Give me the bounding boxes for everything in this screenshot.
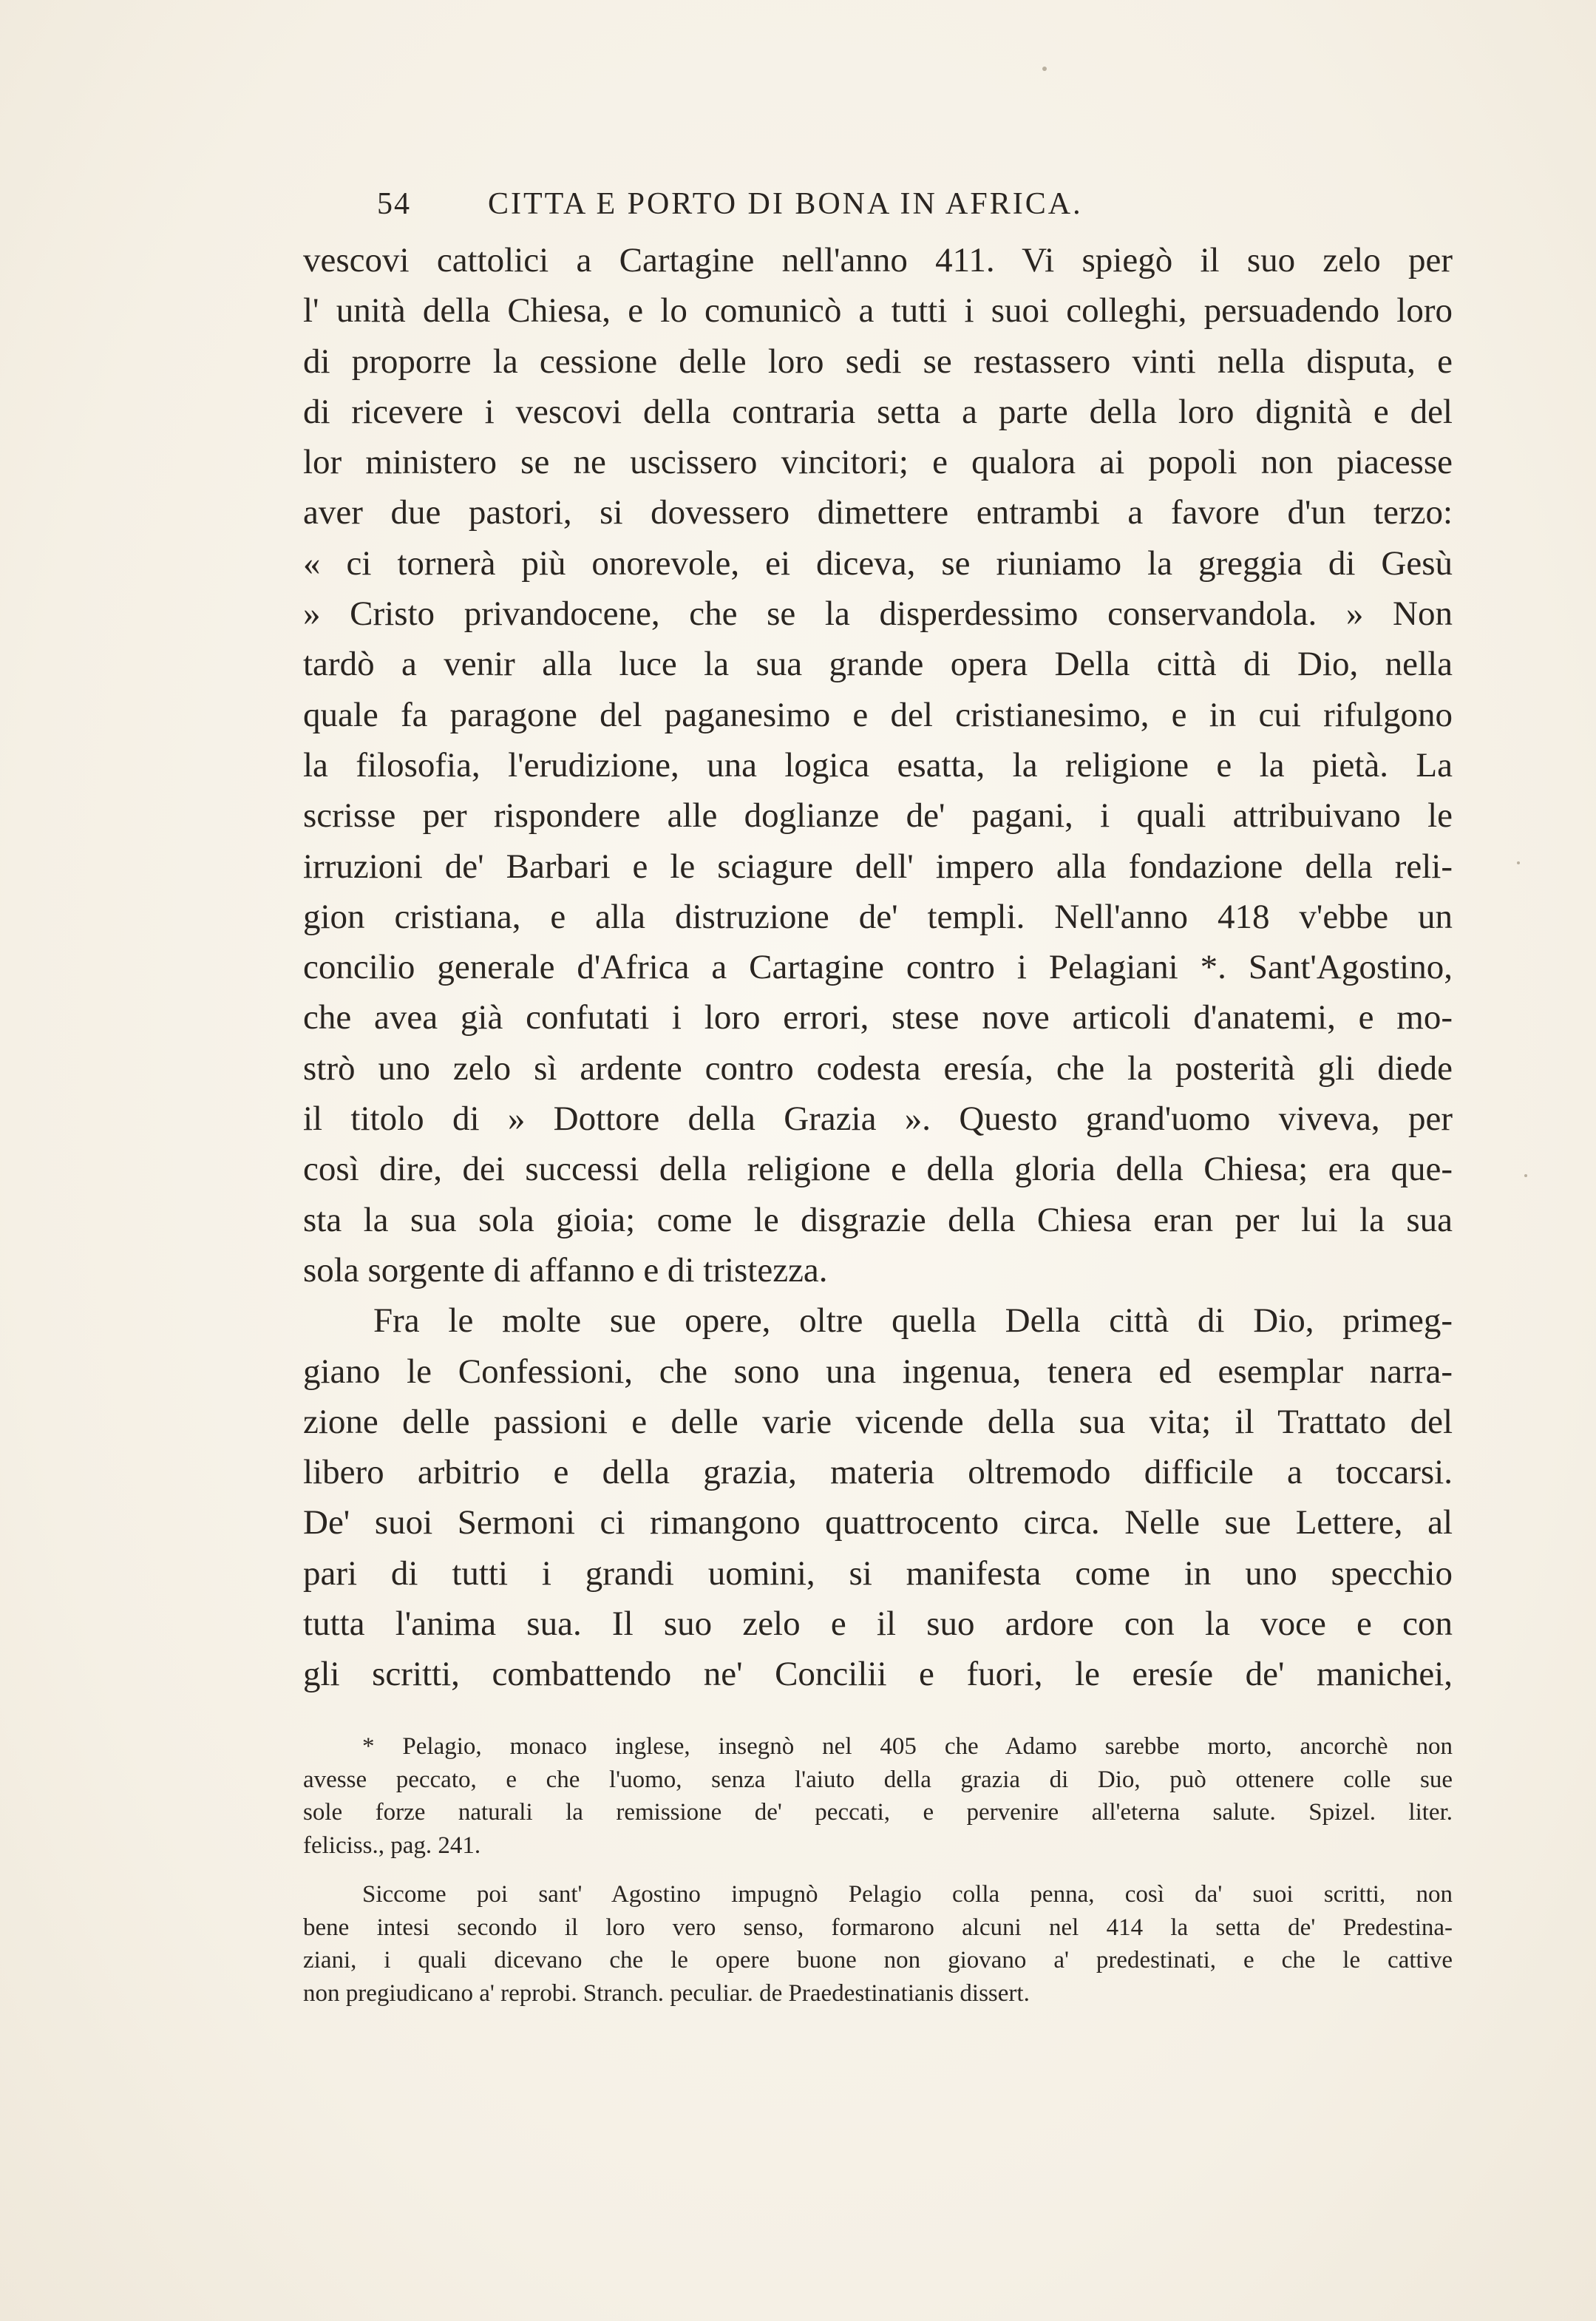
body-line: così dire, dei successi della religione e della gloria della Chiesa; era que- (303, 1150, 1453, 1189)
body-line: scrisse per rispondere alle doglianze de' pagani, i quali attribuivano le (303, 796, 1453, 836)
body-text (303, 235, 1453, 1700)
body-line: strò uno zelo sì ardente contro codesta eresía, che la posterità gli diede (303, 1048, 1453, 1088)
body-line: pari di tutti i grandi uomini, si manifesta come in uno specchio (303, 1553, 1453, 1593)
footnote-line: avesse peccato, e che l'uomo, senza l'aiuto della grazia di Dio, può ottenere colle sue (303, 1766, 1453, 1793)
body-line: vescovi cattolici a Cartagine nell'anno 411. Vi spiegò il suo zelo per (303, 241, 1453, 279)
body-line: lor ministero se ne uscissero vincitori; e qualora ai popoli non piacesse (303, 443, 1453, 482)
body-line: l' unità della Chiesa, e lo comunicò a tutti i suoi colleghi, persuadendo loro (303, 291, 1453, 331)
body-line: irruzioni de' Barbari e le sciagure dell' impero alla fondazione della reli- (303, 847, 1453, 886)
footnotes (303, 1730, 1453, 2010)
body-line: quale fa paragone del paganesimo e del cristianesimo, e in cui rifulgono (303, 695, 1453, 734)
body-line: « ci tornerà più onorevole, ei diceva, se riuniamo la greggia di Gesù (303, 543, 1453, 583)
page-header (377, 186, 1449, 231)
body-line: » Cristo privandocene, che se la disperdessimo conservandola. » Non (303, 594, 1453, 634)
footnote-line: Siccome poi sant' Agostino impugnò Pelagio colla penna, così da' suoi scritti, non (362, 1881, 1453, 1908)
footnote-line: feliciss., pag. 241. (303, 1832, 481, 1859)
paper-speck (1524, 1174, 1527, 1177)
body-line: che avea già confutati i loro errori, stese nove articoli d'anatemi, e mo- (303, 998, 1453, 1037)
body-line: libero arbitrio e della grazia, materia oltremodo difficile a toccarsi. (303, 1453, 1453, 1492)
body-line: De' suoi Sermoni ci rimangono quattrocento circa. Nelle sue Lettere, al (303, 1503, 1453, 1542)
running-head: CITTA E PORTO DI BONA IN AFRICA. (488, 187, 1083, 221)
body-line: gion cristiana, e alla distruzione de' templi. Nell'anno 418 v'ebbe un (303, 897, 1453, 936)
body-line: concilio generale d'Africa a Cartagine contro i Pelagiani *. Sant'Agostino, (303, 948, 1453, 987)
footnote-line: sole forze naturali la remissione de' peccati, e pervenire all'eterna salute. Spizel. liter. (303, 1799, 1453, 1826)
page-number: 54 (377, 187, 411, 221)
paper-speck (1517, 861, 1520, 864)
paper-speck (1042, 67, 1047, 71)
body-line: Fra le molte sue opere, oltre quella Della città di Dio, primeg- (373, 1301, 1453, 1341)
body-line: di proporre la cessione delle loro sedi se restassero vinti nella disputa, e (303, 342, 1453, 381)
body-line: sola sorgente di affanno e di tristezza. (303, 1250, 828, 1290)
body-line: tardò a venir alla luce la sua grande opera Della città di Dio, nella (303, 645, 1453, 684)
body-line: giano le Confessioni, che sono una ingenua, tenera ed esemplar narra- (303, 1352, 1453, 1391)
body-line: tutta l'anima sua. Il suo zelo e il suo ardore con la voce e con (303, 1605, 1453, 1644)
footnote-line: * Pelagio, monaco inglese, insegnò nel 405 che Adamo sarebbe morto, ancorchè non (362, 1733, 1453, 1760)
body-line: il titolo di » Dottore della Grazia ». Questo grand'uomo viveva, per (303, 1099, 1453, 1139)
body-line: aver due pastori, si dovessero dimettere entrambi a favore d'un terzo: (303, 493, 1453, 532)
body-line: gli scritti, combattendo ne' Concilii e fuori, le eresíe de' manichei, (303, 1655, 1453, 1694)
body-line: sta la sua sola gioia; come le disgrazie della Chiesa eran per lui la sua (303, 1200, 1453, 1239)
body-line: zione delle passioni e delle varie vicende della sua vita; il Trattato del (303, 1402, 1453, 1441)
body-line: la filosofia, l'erudizione, una logica esatta, la religione e la pietà. La (303, 745, 1453, 785)
footnote-line: bene intesi secondo il loro vero senso, formarono alcuni nel 414 la setta de' Predestina- (303, 1914, 1453, 1941)
footnote-line: non pregiudicano a' reprobi. Stranch. peculiar. de Praedestinatianis dissert. (303, 1979, 1030, 2007)
body-line: di ricevere i vescovi della contraria setta a parte della loro dignità e del (303, 392, 1453, 431)
footnote-line: ziani, i quali dicevano che le opere buone non giovano a' predestinati, e che le cattive (303, 1947, 1453, 1973)
